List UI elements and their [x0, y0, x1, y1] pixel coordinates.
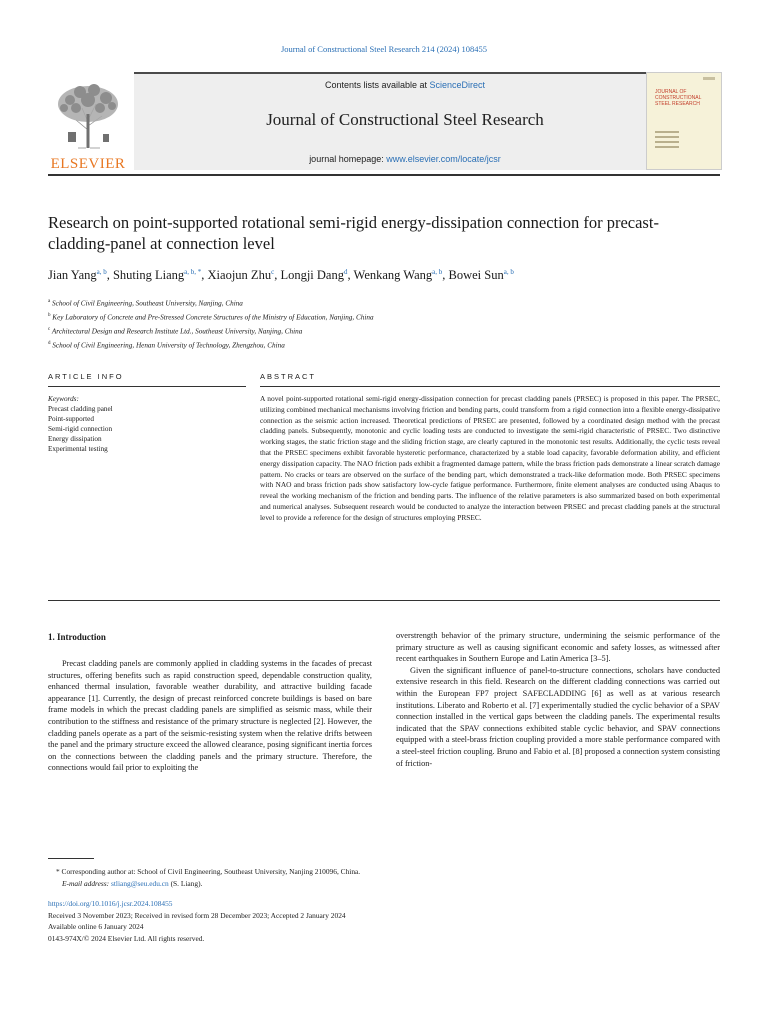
cover-text-lines	[655, 131, 679, 151]
elsevier-wordmark: ELSEVIER	[50, 156, 126, 172]
affiliation-mark: a	[48, 299, 51, 304]
keyword-item: Semi-rigid connection	[48, 425, 113, 433]
keyword-item: Point-supported	[48, 415, 94, 423]
publication-info	[48, 898, 708, 944]
affiliation-text: School of Civil Engineering, Henan University of Technology, Zhengzhou, China	[52, 341, 285, 350]
cover-corner-mark	[703, 77, 715, 80]
affiliation-mark: d	[48, 340, 51, 346]
abstract-text: A novel point-supported rotational semi-rigid energy-dissipation connection for precast cladding panels (PRSEC) is proposed in this paper. The PRSEC, utilizing combined mechanical mechanisms involving friction and bending parts, could transform from a rigid connection into a flexible energy-dissipative connection as the seismic action increased. Theoretical predictions of PRSEC are presented, followed by a coordinated design method with the precast cladding panels. Subsequently, monotonic and cyclic loading tests are conducted to investigate the semi-rigid characteristic of PRSEC. Two distinctive working stages, the static friction stage and the sliding friction stage, are clearly captured in the monotonic test results. Additionally, the cyclic tests reveal that the PRSEC specimens exhibit favorable hysteretic performance, characterized by a stable load capacity, favorable deformation ability, and efficient energy dissipation capacity. The NAO friction pads exhibit a fragmented damage pattern, while the brass friction pads demonstrate a linear scratch damage pattern. No cracks or tears are observed on the surface of the bending part, which demonstrated a track-like deformation mode. Both PRSEC specimens with NAO and brass friction pads show satisfactory low-cycle fatigue performance. Furthermore, finite element analyses are conducted using Abaqus to reveal the working mechanism of the friction and bending parts. The influence of the relative parameters is also summarized based on both experimental and numerical analyses. Subsequent research would be conducted to analyze the interaction between PRSEC and precast cladding panels at the structural level to provide a reference for the design of structures employing PRSEC.	[260, 394, 720, 522]
doi-link[interactable]: https://doi.org/10.1016/j.jcsr.2024.108455	[48, 899, 173, 908]
author-separator: ,	[201, 268, 208, 283]
affiliation-text: School of Civil Engineering, Southeast University, Nanjing, China	[52, 299, 243, 308]
affiliation-item	[48, 310, 648, 324]
author-name[interactable]: Shuting Liang	[112, 268, 185, 283]
author-name[interactable]: Xiaojun Zhu	[207, 268, 272, 283]
intro-paragraph-1: Precast cladding panels are commonly applied in cladding systems in the facades of precast structures, offering benefits such as rapid construction speed, dependable construction quality, enhanced thermal insulation, favorable weather durability, and attractive building facade appearance [1]. Currently, the design of precast reinforced concrete buildings is based on bare frame models in which the precast cladding panels are simplified as seismic mass, while their contribution to the stiffness and resistance of the primary structure is neglected [2]. However, the cladding panels operate as a part of the seismic-resisting system when the relative drifts between the panel and the primary structure exceed the allowed clearance, posing significant inertia forces on the connections between the cladding panels and the primary structure. Therefore, the connections would fail prior to exploiting the	[48, 659, 372, 773]
author-name[interactable]: Bowei Sun	[448, 268, 504, 283]
keyword-item: Energy dissipation	[48, 435, 102, 443]
author-name[interactable]: Wenkang Wang	[353, 268, 433, 283]
contents-line	[134, 80, 676, 90]
affiliation-mark: c	[48, 326, 51, 332]
affiliation-item	[48, 324, 648, 338]
abstract-bottom-rule	[48, 600, 720, 601]
affiliation-text: Architectural Design and Research Institute Ltd., Southeast University, Nanjing, China	[51, 327, 303, 336]
article-title: Research on point-supported rotational semi-rigid energy-dissipation connection for precast-cladding-panel at connection level	[48, 213, 659, 253]
affiliation-text: Key Laboratory of Concrete and Pre-Stressed Concrete Structures of the Ministry of Education, Nanjing, China	[52, 313, 374, 322]
author-list	[48, 268, 728, 283]
tree-icon	[48, 80, 128, 150]
affiliation-item	[48, 296, 648, 310]
journal-masthead	[48, 72, 720, 170]
homepage-line	[134, 154, 676, 164]
journal-homepage-link[interactable]: www.elsevier.com/locate/jcsr	[386, 154, 501, 164]
author-affiliation-marks[interactable]: a, b, *	[184, 268, 202, 276]
author-affiliation-marks[interactable]: c	[271, 268, 275, 276]
homepage-prefix: journal homepage:	[309, 154, 387, 164]
author-separator: ,	[347, 268, 354, 283]
contents-prefix: Contents lists available at	[324, 80, 430, 90]
author-affiliation-marks[interactable]: a, b	[503, 268, 514, 276]
journal-reference[interactable]: Journal of Constructional Steel Research 214 (2024) 108455	[280, 44, 488, 54]
intro-paragraph-2: Given the significant influence of panel-to-structure connections, scholars have conducted extensive research in this field. Research on the different cladding connections was carried out within the European FP7 project SAFECLADDING [6] as well as at various research institutions. Liberato and Roberto et al. [7] experimentally studied the cyclic behavior of a SPAV connection installed in the vertical gaps between the cladding panels. The experimental results indicated that the SPAV connections exhibited stable cyclic behavior, and SPAV connections equipped with a steel-brass friction coupling provided a more stable performance compared with a steel-steel friction coupling. Bruno and Fabio et al. [8] proposed a connection system consisting of friction-	[396, 665, 720, 768]
copyright-line: 0143-974X/© 2024 Elsevier Ltd. All rights reserved.	[48, 933, 205, 943]
author-email-link[interactable]: stliang@seu.edu.cn	[111, 878, 169, 888]
footnote-rule	[48, 858, 94, 859]
cover-title: JOURNAL OF CONSTRUCTIONAL STEEL RESEARCH	[655, 89, 702, 107]
affiliation-mark: b	[48, 312, 51, 318]
introduction-heading: 1. Introduction	[48, 632, 106, 642]
article-info-rule	[48, 386, 246, 387]
journal-cover-thumbnail[interactable]	[646, 72, 722, 170]
keywords-heading: Keywords:	[48, 395, 79, 403]
elsevier-tree-logo	[48, 80, 128, 170]
body-column-right	[396, 630, 720, 769]
footnotes	[48, 866, 708, 889]
author-separator: ,	[442, 268, 449, 283]
author-separator: ,	[274, 268, 281, 283]
corresponding-author-note: * Corresponding author at: School of Civil Engineering, Southeast University, Nanjing 210096, China.	[56, 867, 361, 876]
author-affiliation-marks[interactable]: a, b	[432, 268, 443, 276]
email-note	[48, 878, 708, 890]
intro-paragraph-1-continued: overstrength behavior of the primary structure, undermining the seismic performance of the primary structure as well as causing significant economic and safety losses, as witnessed after recent earthquakes in Southern Europe and Latin America [3–5].	[396, 631, 720, 664]
keyword-item: Precast cladding panel	[48, 405, 113, 413]
email-label: E-mail address:	[62, 878, 111, 888]
author-name[interactable]: Longji Dang	[280, 268, 344, 283]
email-suffix: (S. Liang).	[168, 878, 203, 888]
author-separator: ,	[106, 268, 113, 283]
abstract-heading: ABSTRACT	[260, 372, 317, 381]
body-column-left	[48, 658, 372, 774]
received-dates: Received 3 November 2023; Received in revised form 28 December 2023; Accepted 2 January 2024	[48, 910, 346, 920]
online-date: Available online 6 January 2024	[48, 922, 144, 932]
author-affiliation-marks[interactable]: d	[343, 268, 348, 276]
author-name[interactable]: Jian Yang	[48, 268, 97, 283]
author-affiliation-marks[interactable]: a, b	[96, 268, 107, 276]
article-info-heading: ARTICLE INFO	[48, 372, 124, 381]
masthead-banner	[134, 72, 676, 170]
journal-name: Journal of Constructional Steel Research	[266, 110, 544, 129]
affiliation-list	[48, 296, 648, 352]
affiliation-item	[48, 338, 648, 352]
abstract-rule	[260, 386, 720, 387]
keywords-block	[48, 394, 238, 454]
keyword-item: Experimental testing	[48, 445, 108, 453]
sciencedirect-link[interactable]: ScienceDirect	[429, 80, 486, 90]
masthead-rule	[48, 174, 720, 176]
